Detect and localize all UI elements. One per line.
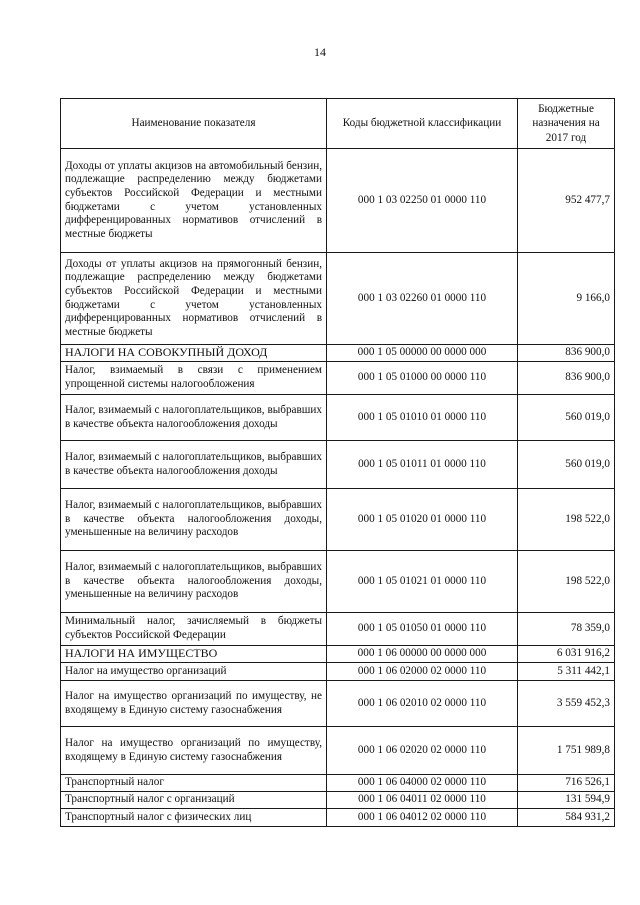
row-name: Доходы от уплаты акцизов на автомобильный бензин, подлежащие распределению между бюджетами субъектов Российской Федерации и местными бюджетами с учетом установленных дифференцированных нормативов отчислений в местные бюджеты (61, 149, 327, 253)
row-code: 000 1 05 01011 01 0000 110 (327, 441, 518, 489)
row-code: 000 1 05 01010 01 0000 110 (327, 395, 518, 441)
row-sum: 198 522,0 (518, 489, 615, 551)
row-name: Доходы от уплаты акцизов на прямогонный бензин, подлежащие распределению между бюджетами субъектов Российской Федерации и местными бюджетами с учетом установленных дифференцированных нормативов отчислений в местные бюджеты (61, 253, 327, 345)
row-sum: 836 900,0 (518, 362, 615, 395)
table-row (61, 149, 615, 253)
table-row (61, 775, 615, 792)
row-sum: 952 477,7 (518, 149, 615, 253)
row-sum: 131 594,9 (518, 792, 615, 809)
table-row (61, 362, 615, 395)
row-code: 000 1 03 02260 01 0000 110 (327, 253, 518, 345)
row-sum: 6 031 916,2 (518, 646, 615, 663)
row-sum: 198 522,0 (518, 551, 615, 613)
header-code: Коды бюджетной классификации (327, 99, 518, 149)
row-name: Налог, взимаемый с налогоплательщиков, выбравших в качестве объекта налогообложения доходы, уменьшенные на величину расходов (61, 489, 327, 551)
row-code: 000 1 06 04011 02 0000 110 (327, 792, 518, 809)
table-row (61, 681, 615, 727)
row-sum: 9 166,0 (518, 253, 615, 345)
table-row (61, 792, 615, 809)
row-name: НАЛОГИ НА ИМУЩЕСТВО (61, 646, 327, 663)
row-code: 000 1 06 02000 02 0000 110 (327, 663, 518, 681)
table-row (61, 345, 615, 362)
row-sum: 716 526,1 (518, 775, 615, 792)
row-code: 000 1 06 02020 02 0000 110 (327, 727, 518, 775)
row-sum: 78 359,0 (518, 613, 615, 646)
row-sum: 5 311 442,1 (518, 663, 615, 681)
row-name: Налог на имущество организаций по имуществу, не входящему в Единую систему газоснабжения (61, 681, 327, 727)
row-sum: 836 900,0 (518, 345, 615, 362)
row-code: 000 1 05 01021 01 0000 110 (327, 551, 518, 613)
row-name: Транспортный налог с физических лиц (61, 809, 327, 827)
row-code: 000 1 05 01050 01 0000 110 (327, 613, 518, 646)
table-header-row (61, 99, 615, 149)
row-sum: 584 931,2 (518, 809, 615, 827)
row-code: 000 1 05 01020 01 0000 110 (327, 489, 518, 551)
table-row (61, 441, 615, 489)
header-sum: Бюджетные назначения на 2017 год (518, 99, 615, 149)
table-row (61, 809, 615, 827)
row-name: Налог, взимаемый в связи с применением упрощенной системы налогообложения (61, 362, 327, 395)
page-number: 14 (314, 45, 326, 59)
row-name: Налог на имущество организаций по имуществу, входящему в Единую систему газоснабжения (61, 727, 327, 775)
budget-table (60, 98, 615, 827)
row-name: Транспортный налог (61, 775, 327, 792)
row-sum: 560 019,0 (518, 395, 615, 441)
table-row (61, 613, 615, 646)
row-sum: 560 019,0 (518, 441, 615, 489)
row-name: Налог на имущество организаций (61, 663, 327, 681)
table-row (61, 253, 615, 345)
row-name: Налог, взимаемый с налогоплательщиков, выбравших в качестве объекта налогообложения доходы (61, 441, 327, 489)
row-name: Налог, взимаемый с налогоплательщиков, выбравших в качестве объекта налогообложения доходы, уменьшенные на величину расходов (61, 551, 327, 613)
table-row (61, 727, 615, 775)
row-name: Налог, взимаемый с налогоплательщиков, выбравших в качестве объекта налогообложения доходы (61, 395, 327, 441)
row-name: Минимальный налог, зачисляемый в бюджеты субъектов Российской Федерации (61, 613, 327, 646)
table-row (61, 395, 615, 441)
table-row (61, 663, 615, 681)
row-sum: 1 751 989,8 (518, 727, 615, 775)
row-code: 000 1 03 02250 01 0000 110 (327, 149, 518, 253)
row-name: Транспортный налог с организаций (61, 792, 327, 809)
row-sum: 3 559 452,3 (518, 681, 615, 727)
row-code: 000 1 06 04012 02 0000 110 (327, 809, 518, 827)
header-name: Наименование показателя (61, 99, 327, 149)
row-code: 000 1 06 02010 02 0000 110 (327, 681, 518, 727)
row-name: НАЛОГИ НА СОВОКУПНЫЙ ДОХОД (61, 345, 327, 362)
table-row (61, 489, 615, 551)
table-row (61, 551, 615, 613)
row-code: 000 1 06 04000 02 0000 110 (327, 775, 518, 792)
table-row (61, 646, 615, 663)
row-code: 000 1 05 00000 00 0000 000 (327, 345, 518, 362)
row-code: 000 1 05 01000 00 0000 110 (327, 362, 518, 395)
row-code: 000 1 06 00000 00 0000 000 (327, 646, 518, 663)
